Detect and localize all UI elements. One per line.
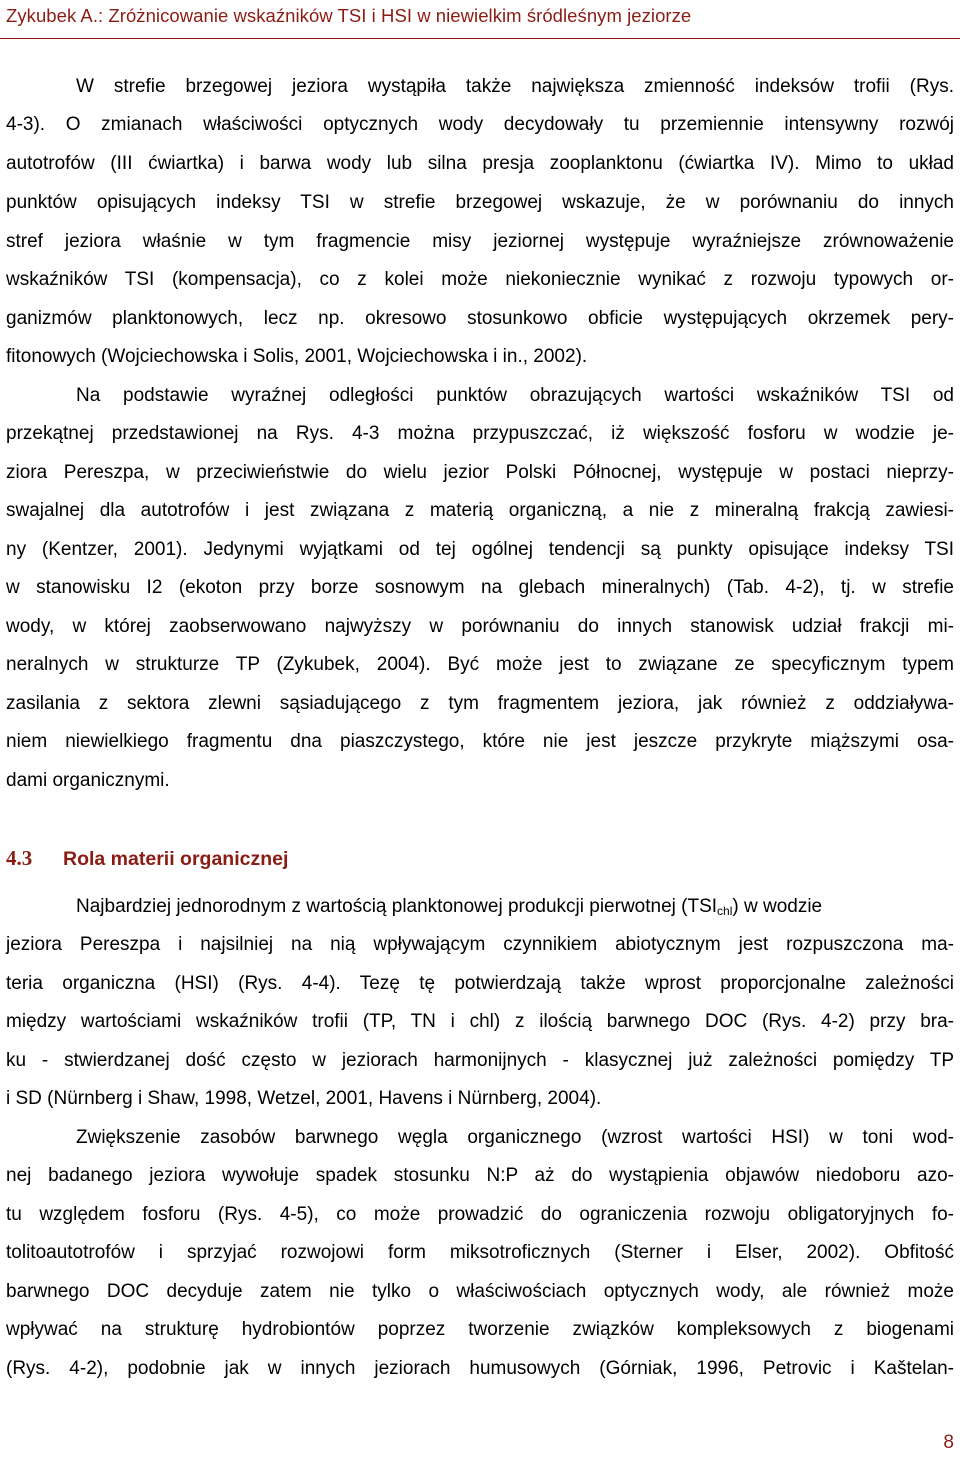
section-title: Rola materii organicznej <box>63 848 289 870</box>
para3-line-5: ku - stwierdzanej dość często w jeziorach harmonijnych - klasycznej już zależności pomiędzy TP <box>6 1050 954 1071</box>
para2-line-8: neralnych w strukturze TP (Zykubek, 2004). Być może jest to związane ze specyficznym typem <box>6 654 954 675</box>
para4-line-5: barwnego DOC decyduje zatem nie tylko o właściwościach optycznych wody, ale również może <box>6 1281 954 1302</box>
tsi-chl-subscript: chl <box>717 904 733 918</box>
para1-line-5: stref jeziora właśnie w tym fragmencie misy jeziornej występuje wyraźniejsze zrównoważenie <box>6 231 954 252</box>
para1-line-6: wskaźników TSI (kompensacja), co z kolei może niekoniecznie wynikać z rozwoju typowych or- <box>6 269 954 290</box>
para3-line-1 <box>76 892 954 922</box>
para4-line-7: (Rys. 4-2), podobnie jak w innych jeziorach humusowych (Górniak, 1996, Petrovic i Kaštelan- <box>6 1358 954 1379</box>
para1-line-3: autotrofów (III ćwiartka) i barwa wody lub silna presja zooplanktonu (ćwiartka IV). Mimo to układ <box>6 153 954 174</box>
para2-line-5: ny (Kentzer, 2001). Jedynymi wyjątkami od tej ogólnej tendencji są punkty opisujące indeksy TSI <box>6 539 954 560</box>
running-header-title: Zykubek A.: Zróżnicowanie wskaźników TSI i HSI w niewielkim śródleśnym jeziorze <box>6 5 692 26</box>
para2-line-1: Na podstawie wyraźnej odległości punktów obrazujących wartości wskaźników TSI od <box>76 385 954 406</box>
para2-line-4: swajalnej dla autotrofów i jest związana z materią organiczną, a nie z mineralną frakcją zawiesi- <box>6 500 954 521</box>
para2-line-2: przekątnej przedstawionej na Rys. 4-3 można przypuszczać, iż większość fosforu w wodzie je- <box>6 423 954 444</box>
running-header <box>0 0 960 39</box>
para4-line-1: Zwiększenie zasobów barwnego węgla organicznego (wzrost wartości HSI) w toni wod- <box>76 1127 954 1148</box>
para1-line-1: W strefie brzegowej jeziora wystąpiła także największa zmienność indeksów trofii (Rys. <box>76 76 954 97</box>
page-number: 8 <box>943 1432 954 1453</box>
para1-line-2: 4-3). O zmianach właściwości optycznych wody decydowały tu przemiennie intensywny rozwój <box>6 114 954 135</box>
para3-line-2: jeziora Pereszpa i najsilniej na nią wpływającym czynnikiem abiotycznym jest rozpuszczona ma- <box>6 934 954 955</box>
section-number: 4.3 <box>6 846 33 870</box>
para4-line-4: tolitoautotrofów i sprzyjać rozwojowi form miksotroficznych (Sterner i Elser, 2002). Obfitość <box>6 1242 954 1263</box>
para3-line-3: teria organiczna (HSI) (Rys. 4-4). Tezę tę potwierdzają także wprost proporcjonalne zależności <box>6 973 954 994</box>
para3-line-4: między wartościami wskaźników trofii (TP, TN i chl) z ilością barwnego DOC (Rys. 4-2) przy bra- <box>6 1011 954 1032</box>
para3-line-1-text: Najbardziej jednorodnym z wartością planktonowej produkcji pierwotnej $(TSI_{chl})$ w wodzie <box>76 896 823 918</box>
para2-line-11: dami organicznymi. <box>6 770 170 791</box>
para2-line-10: niem niewielkiego fragmentu dna piaszczystego, które nie jest jeszcze przykryte miąższymi osa- <box>6 731 954 752</box>
para4-line-2: nej badanego jeziora wywołuje spadek stosunku N:P aż do wystąpienia objawów niedoboru azo- <box>6 1165 954 1186</box>
para1-line-4: punktów opisujących indeksy TSI w strefie brzegowej wskazuje, że w porównaniu do innych <box>6 192 954 213</box>
para4-line-3: tu względem fosforu (Rys. 4-5), co może prowadzić do ograniczenia rozwoju obligatoryjnych fo- <box>6 1204 954 1225</box>
para4-line-6: wpływać na strukturę hydrobiontów poprzez tworzenie związków kompleksowych z biogenami <box>6 1319 954 1340</box>
para2-line-6: w stanowisku I2 (ekoton przy borze sosnowym na glebach mineralnych) (Tab. 4-2), tj. w strefie <box>6 577 954 598</box>
para2-line-3: ziora Pereszpa, w przeciwieństwie do wielu jezior Polski Północnej, występuje w postaci nieprzy- <box>6 462 954 483</box>
para3-line-6: i SD (Nürnberg i Shaw, 1998, Wetzel, 2001, Havens i Nürnberg, 2004). <box>6 1088 602 1109</box>
para2-line-9: zasilania z sektora zlewni sąsiadującego z tym fragmentem jeziora, jak również z oddziaływa- <box>6 693 954 714</box>
para2-line-7: wody, w której zaobserwowano najwyższy w porównaniu do innych stanowisk udział frakcji mi- <box>6 616 954 637</box>
para1-line-8: fitonowych (Wojciechowska i Solis, 2001, Wojciechowska i in., 2002). <box>6 346 588 367</box>
para1-line-7: ganizmów planktonowych, lecz np. okresowo stosunkowo obficie występujących okrzemek pery- <box>6 308 954 329</box>
